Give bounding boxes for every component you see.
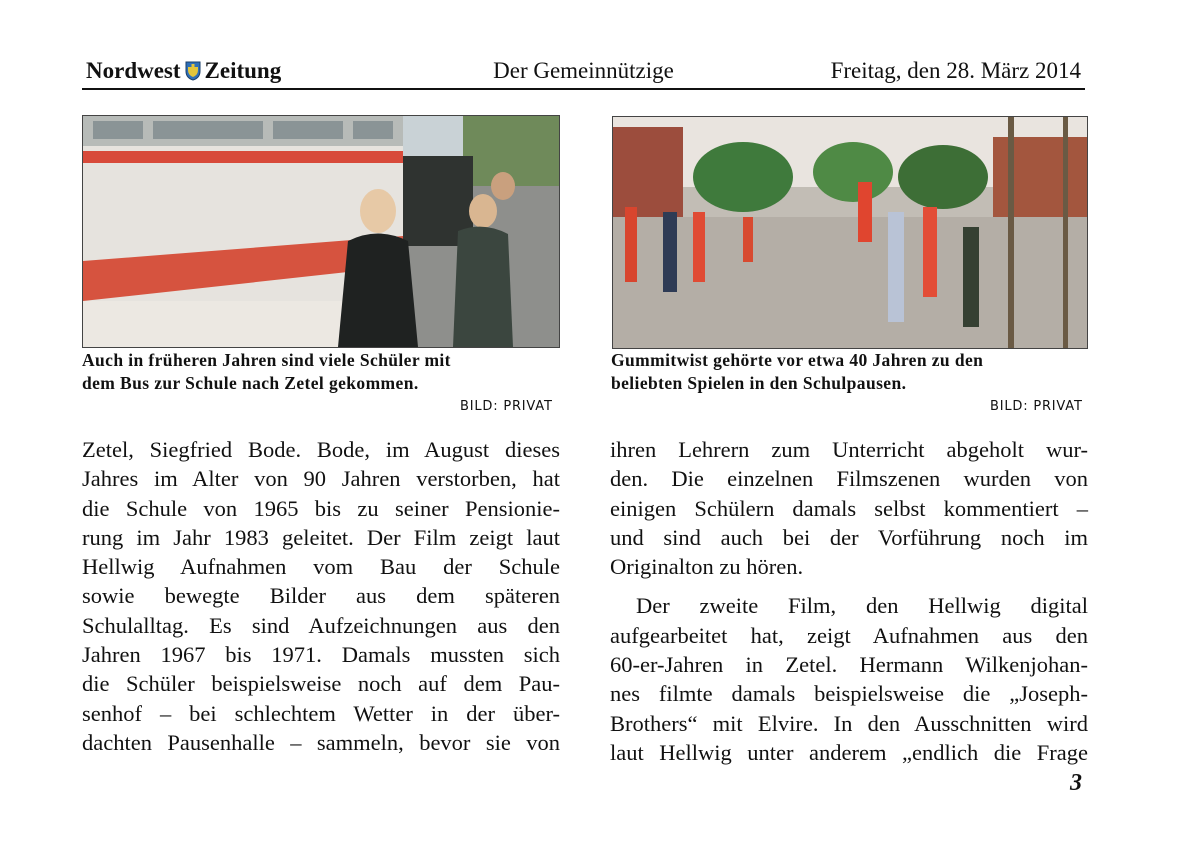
page-number: 3: [1070, 770, 1082, 796]
text-line: Schulalltag. Es sind Aufzeichnungen aus den: [82, 612, 560, 638]
text-line: ihren Lehrern zum Unterricht abgeholt wur-: [610, 437, 1088, 462]
text-line: 60-er-Jahren in Zetel. Hermann Wilkenjohan-: [610, 652, 1088, 678]
caption-line: Auch in früheren Jahren sind viele Schüler mit: [82, 350, 451, 370]
caption-line: beliebten Spielen in den Schulpausen.: [611, 373, 907, 393]
text-line: Zetel, Siegfried Bode. Bode, im August dieses: [82, 437, 560, 462]
text-line: Der zweite Film, den Hellwig digital: [636, 593, 1088, 619]
text-line: dachten Pausenhalle – sammeln, bevor sie von: [82, 729, 560, 755]
photo-caption: [82, 349, 562, 395]
text-line: nes filmte damals beispielsweise die „Joseph-: [610, 681, 1088, 707]
masthead-right: Zeitung: [204, 58, 282, 83]
section-title: Der Gemeinnützige: [493, 58, 674, 83]
photo-caption: [611, 349, 1091, 395]
text-line: rung im Jahr 1983 geleitet. Der Film zeigt laut: [82, 524, 560, 550]
text-line: Hellwig Aufnahmen vom Bau der Schule: [82, 554, 560, 580]
article-column-right: [610, 435, 1088, 767]
caption-line: dem Bus zur Schule nach Zetel gekommen.: [82, 373, 419, 393]
text-line: Jahres im Alter von 90 Jahren verstorben, hat: [82, 466, 560, 492]
text-line: sowie bewegte Bilder aus dem späteren: [82, 583, 560, 609]
text-line: Originalton zu hören.: [610, 554, 804, 580]
caption-line: Gummitwist gehörte vor etwa 40 Jahren zu den: [611, 350, 984, 370]
text-line: den. Die einzelnen Filmszenen wurden von: [610, 466, 1088, 492]
article-column-left: [82, 435, 560, 757]
photo-credit: BILD: PRIVAT: [460, 399, 553, 414]
text-line: senhof – bei schlechtem Wetter in der über-: [82, 700, 560, 726]
text-line: einigen Schülern damals selbst kommentiert –: [610, 495, 1088, 521]
newspaper-header: [82, 58, 1085, 88]
photo-schoolyard-games: [612, 116, 1088, 349]
text-line: Brothers“ mit Elvire. In den Ausschnitten wird: [610, 710, 1088, 736]
header-rule: [82, 88, 1085, 90]
text-line: und sind auch bei der Vorführung noch im: [610, 524, 1088, 550]
photo-school-bus: [82, 115, 560, 348]
text-line: laut Hellwig unter anderem „endlich die Frage: [610, 739, 1088, 765]
text-line: aufgearbeitet hat, zeigt Aufnahmen aus den: [610, 622, 1088, 648]
photo-credit: BILD: PRIVAT: [990, 399, 1083, 414]
issue-date: Freitag, den 28. März 2014: [830, 58, 1081, 83]
text-line: Jahren 1967 bis 1971. Damals mussten sich: [82, 642, 560, 668]
masthead-left: Nordwest: [86, 58, 181, 83]
text-line: die Schüler beispielsweise noch auf dem Pau-: [82, 671, 560, 697]
text-line: die Schule von 1965 bis zu seiner Pensionie-: [82, 495, 560, 521]
